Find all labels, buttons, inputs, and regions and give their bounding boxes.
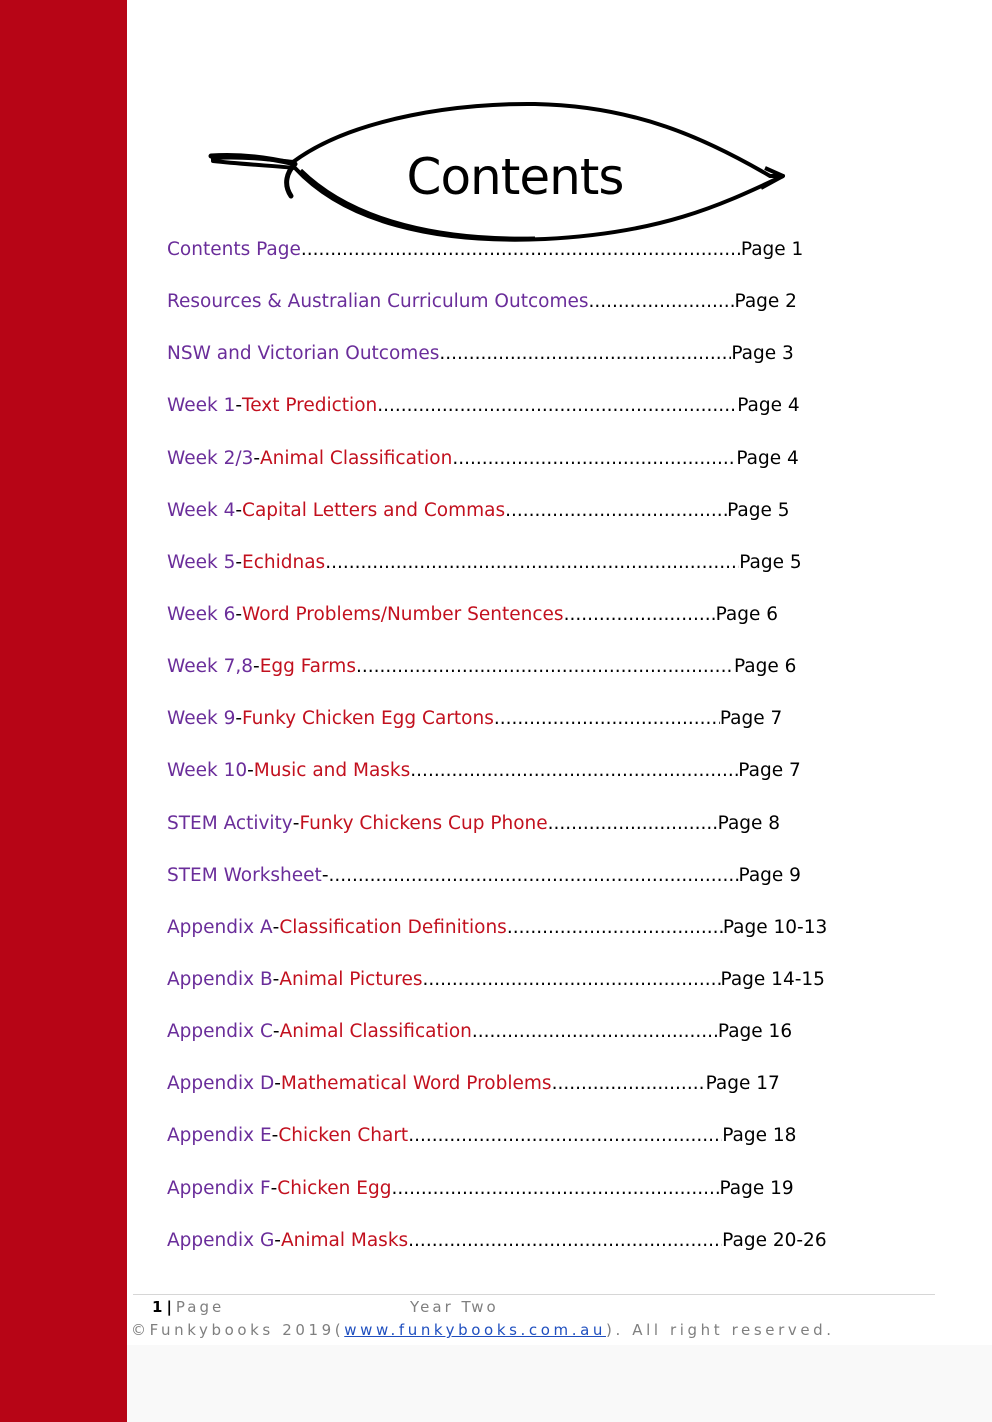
entry-page: Page 14-15 [720, 968, 825, 990]
dot-leader [356, 656, 734, 677]
footer-page-word: Page [175, 1298, 225, 1316]
dot-leader [548, 813, 718, 834]
dot-leader [408, 1230, 722, 1251]
entry-page: Page 16 [717, 1021, 793, 1043]
entry-label: Week 10 [167, 760, 248, 782]
toc-entry [167, 236, 887, 288]
entry-dash: - [270, 1177, 278, 1199]
entry-topic: Text Prediction [242, 395, 378, 417]
website-link[interactable]: www.funkybooks.com.au [344, 1321, 607, 1339]
dot-leader [301, 239, 741, 260]
dot-leader [329, 865, 739, 886]
toc-entry [167, 862, 887, 914]
footer-copyright [131, 1321, 835, 1339]
toc-entry [167, 392, 887, 444]
entry-label: NSW and Victorian Outcomes [167, 343, 440, 365]
entry-topic: Animal Masks [280, 1229, 409, 1251]
toc-entry [167, 601, 887, 653]
entry-topic: Animal Classification [279, 1021, 472, 1043]
toc-entry [167, 757, 887, 809]
copyright-prefix: ©Funkybooks 2019( [131, 1321, 345, 1339]
entry-page: Page 10-13 [722, 916, 828, 938]
footer-page-number: 1 [152, 1298, 163, 1316]
dot-leader [325, 552, 739, 573]
entry-topic: Animal Classification [260, 447, 453, 469]
entry-page: Page 2 [734, 291, 797, 313]
entry-dash: - [321, 864, 329, 886]
entry-topic: Funky Chickens Cup Phone [299, 812, 548, 834]
entry-page: Page 3 [731, 343, 794, 365]
entry-label: Contents Page [167, 239, 301, 260]
toc-entry [167, 497, 887, 549]
entry-dash: - [235, 395, 243, 417]
table-of-contents [167, 236, 887, 1279]
entry-label: STEM Worksheet [167, 864, 322, 886]
dot-leader [439, 343, 731, 364]
entry-dash: - [272, 968, 280, 990]
toc-entry [167, 549, 887, 601]
page-bottom-margin [127, 1345, 992, 1422]
dot-leader [377, 395, 737, 416]
entry-topic: Word Problems/Number Sentences [242, 603, 564, 625]
dot-leader [505, 500, 727, 521]
entry-dash: - [235, 603, 243, 625]
toc-entry [167, 914, 887, 966]
entry-dash: - [274, 1073, 281, 1095]
dot-leader [408, 1125, 722, 1146]
entry-dash: - [274, 1229, 281, 1251]
toc-entry [167, 340, 887, 392]
entry-dash: - [253, 447, 261, 469]
entry-page: Page 5 [727, 499, 790, 521]
entry-topic: Chicken Chart [278, 1125, 409, 1147]
entry-dash: - [247, 760, 254, 782]
toc-entry [167, 288, 887, 340]
footer-page-label [152, 1298, 224, 1316]
entry-page: Page 4 [737, 395, 800, 417]
toc-entry [167, 1070, 887, 1122]
entry-topic: Capital Letters and Commas [242, 499, 506, 521]
entry-label: Week 5 [167, 551, 236, 573]
dot-leader [391, 1178, 719, 1199]
toc-entry [167, 810, 887, 862]
dot-leader [472, 1021, 718, 1042]
entry-label: Week 9 [167, 708, 236, 730]
entry-dash: - [271, 1125, 279, 1147]
entry-page: Page 19 [719, 1177, 794, 1199]
footer-year-label: Year Two [410, 1298, 499, 1316]
toc-entry [167, 653, 887, 705]
entry-page: Page 18 [722, 1125, 797, 1147]
entry-page: Page 6 [715, 603, 779, 625]
entry-dash: - [272, 916, 280, 938]
dot-leader [589, 291, 735, 312]
entry-page: Page 4 [736, 447, 799, 469]
dot-leader [552, 1073, 706, 1094]
toc-entry [167, 966, 887, 1018]
entry-page: Page 17 [705, 1073, 780, 1095]
entry-topic: Classification Definitions [279, 916, 507, 938]
dot-leader [452, 448, 736, 469]
toc-entry [167, 1018, 887, 1070]
entry-dash: - [292, 812, 300, 834]
entry-label: STEM Activity [167, 812, 293, 834]
toc-entry [167, 1227, 887, 1279]
entry-label: Week 2/3 [167, 447, 254, 469]
entry-label: Appendix B [167, 968, 273, 990]
entry-dash: - [235, 708, 243, 730]
entry-label: Week 4 [167, 499, 236, 521]
entry-label: Appendix G [167, 1229, 275, 1251]
entry-topic: Funky Chicken Egg Cartons [242, 708, 494, 730]
entry-label: Appendix F [167, 1177, 271, 1199]
entry-page: Page 1 [740, 239, 804, 260]
dot-leader [410, 760, 738, 781]
entry-topic: Mathematical Word Problems [280, 1073, 552, 1095]
entry-page: Page 5 [739, 551, 802, 573]
entry-topic: Echidnas [242, 551, 326, 573]
toc-entry [167, 705, 887, 757]
entry-label: Appendix C [167, 1021, 273, 1043]
entry-label: Week 1 [167, 395, 236, 417]
footer-separator: | [166, 1298, 172, 1316]
entry-page: Page 20-26 [722, 1229, 827, 1251]
copyright-suffix: ). All right reserved. [606, 1321, 835, 1339]
toc-entry [167, 1122, 887, 1174]
entry-label: Resources & Australian Curriculum Outcomes [167, 291, 589, 313]
entry-topic: Music and Masks [253, 760, 411, 782]
entry-page: Page 7 [738, 760, 801, 782]
entry-dash: - [235, 499, 243, 521]
entry-label: Week 6 [167, 603, 236, 625]
entry-label: Appendix E [167, 1125, 272, 1147]
dot-leader [507, 917, 723, 938]
dot-leader [423, 969, 721, 990]
entry-page: Page 6 [733, 656, 797, 678]
toc-entry [167, 445, 887, 497]
entry-dash: - [253, 656, 260, 678]
red-sidebar-band [0, 0, 127, 1422]
entry-topic: Egg Farms [259, 656, 356, 678]
footer-divider [133, 1294, 935, 1295]
dot-leader [494, 708, 720, 729]
entry-topic: Animal Pictures [279, 968, 423, 990]
entry-page: Page 9 [738, 864, 801, 886]
entry-topic: Chicken Egg [277, 1177, 392, 1199]
toc-entry [167, 1175, 887, 1227]
dot-leader [564, 604, 716, 625]
entry-label: Appendix D [167, 1073, 275, 1095]
entry-page: Page 8 [717, 812, 781, 834]
entry-dash: - [235, 551, 243, 573]
entry-page: Page 7 [719, 708, 783, 730]
entry-dash: - [272, 1021, 280, 1043]
entry-label: Appendix A [167, 916, 273, 938]
page-title: Contents [406, 148, 624, 206]
entry-label: Week 7,8 [167, 656, 253, 678]
